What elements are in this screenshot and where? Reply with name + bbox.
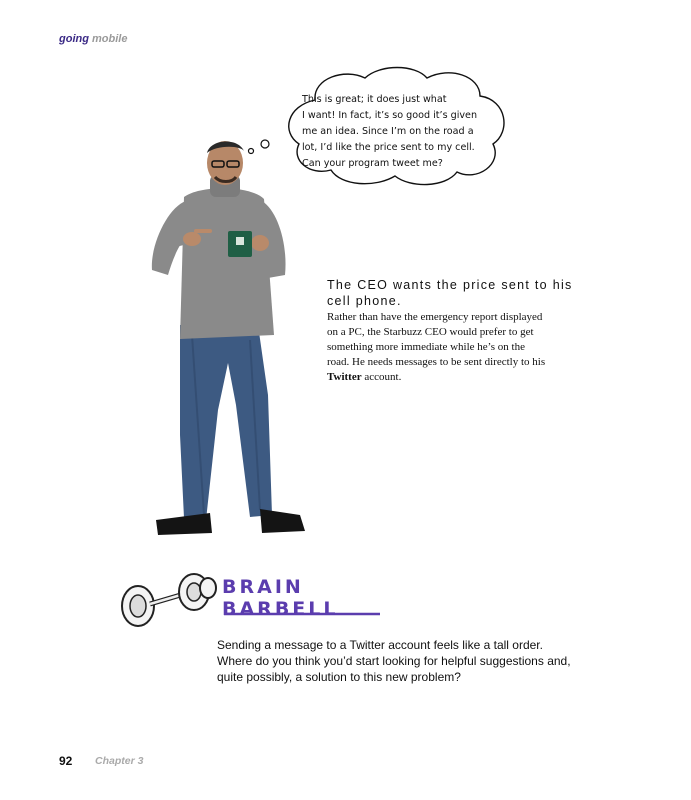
ceo-heading-line: cell phone. xyxy=(327,294,402,308)
pointing-hand xyxy=(183,232,201,246)
ceo-heading-line: The CEO wants the price sent to his xyxy=(327,278,573,292)
page-number: 92 xyxy=(59,754,73,768)
thought-bubble-text xyxy=(302,92,502,172)
bubble-line: I want! In fact, it’s so good it’s given xyxy=(302,110,478,121)
twitter-bold: Twitter xyxy=(327,371,362,383)
question-line: Sending a message to a Twitter account feels like a tall order. xyxy=(217,638,543,652)
title-underline xyxy=(222,611,382,617)
ceo-photo xyxy=(140,135,320,540)
bubble-line: This is great; it does just what xyxy=(302,94,447,105)
brain-barbell-title-line1: BRAIN xyxy=(222,576,304,598)
mug-hand xyxy=(251,235,269,251)
question-line: Where do you think you’d start looking for helpful suggestions and, xyxy=(217,654,571,668)
ceo-body-tail: account. xyxy=(361,371,402,383)
question-line: quite possibly, a solution to this new problem? xyxy=(217,670,461,684)
ceo-body-line: road. He needs messages to be sent directly to his xyxy=(327,356,546,368)
ceo-heading xyxy=(327,277,577,309)
ceo-body-line xyxy=(327,370,577,385)
chapter-label: Chapter 3 xyxy=(95,755,144,767)
brain-barbell-question xyxy=(217,637,617,685)
header-word-mobile: mobile xyxy=(92,33,128,45)
right-shoe xyxy=(260,509,305,533)
ceo-body-line: Rather than have the emergency report displayed xyxy=(327,311,543,323)
running-header xyxy=(59,33,127,45)
ceo-body-line: something more immediate while he’s on the xyxy=(327,341,525,353)
bubble-line: lot, I’d like the price sent to my cell. xyxy=(302,142,475,153)
header-word-going: going xyxy=(59,33,89,45)
bubble-line: Can your program tweet me? xyxy=(302,158,443,169)
ceo-body-line: on a PC, the Starbuzz CEO would prefer to get xyxy=(327,326,534,338)
brain-barbell-title-line2: BARBELL xyxy=(222,598,339,620)
barbell-icon xyxy=(118,570,223,632)
bubble-line: me an idea. Since I’m on the road a xyxy=(302,126,474,137)
ceo-paragraph xyxy=(327,310,577,385)
